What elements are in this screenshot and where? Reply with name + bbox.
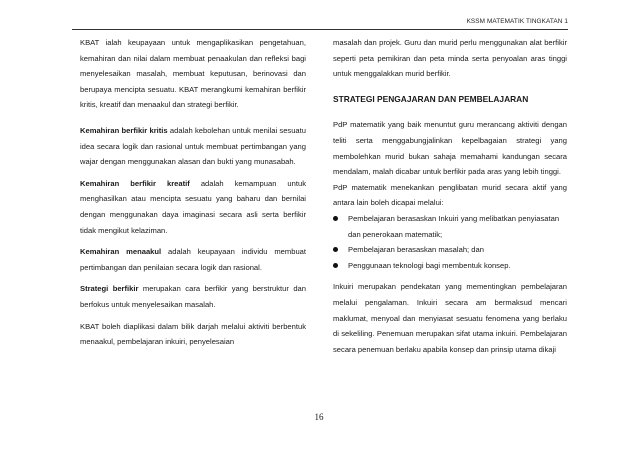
kbat-application-paragraph: KBAT boleh diaplikasi dalam bilik darjah melalui aktiviti berbentuk menaakul, pembelajaran inkuiri, penyelesaian [80,321,306,347]
strategi-paragraph [80,281,306,312]
kritis-text: adalah kebolehan untuk menilai sesuatu idea secara logik dan rasional untuk membuat pertimbangan yang wajar dengan menggunakan alasan dan bukti yang munasabah. [80,125,306,167]
page-number: 16 [314,412,324,422]
menaakul-term: Kemahiran menaakul [80,247,162,257]
menaakul-text: adalah keupayaan individu membuat pertimbangan dan penilaian secara logik dan rasional. [80,247,306,272]
right-column [333,35,567,357]
header-rule [72,29,568,30]
kreatif-paragraph [80,176,306,238]
bullet-icon [333,247,338,252]
inkuiri-paragraph: Inkuiri merupakan pendekatan yang mementingkan pembelajaran melalui pengalaman. Inkuiri secara am bermaksud mencari maklumat, menyoal dan menyiasat sesuatu fenomena yang berlaku di sekeliling. Penemuan merupakan sifat utama inkuiri. Pembelajaran secara penemuan berlaku apabila konsep dan prinsip utama dikaji [333,282,567,354]
bullet-icon [333,263,338,268]
strategi-term: Strategi berfikir [80,284,139,294]
pdp-paragraph-2: PdP matematik menekankan penglibatan murid secara aktif yang antara lain boleh dicapai melalui: [333,182,567,208]
strategi-text: merupakan cara berfikir yang berstruktur dan berfokus untuk menyelesaikan masalah. [80,284,306,309]
kreatif-term: Kemahiran berfikir kreatif [80,178,190,188]
running-header: KSSM MATEMATIK TINGKATAN 1 [466,18,568,25]
list-item: Pembelajaran berasaskan masalah; dan [333,242,567,258]
list-item: Pembelajaran berasaskan Inkuiri yang melibatkan penyiasatan dan penerokaan matematik; [333,211,567,242]
kreatif-text: adalah kemampuan untuk menghasilkan atau mencipta sesuatu yang baharu dan bernilai dengan menggunakan daya imaginasi secara asli serta berfikir tidak mengikut kelaziman. [80,178,307,235]
menaakul-paragraph [80,244,306,275]
list-item: Penggunaan teknologi bagi membentuk konsep. [333,258,567,274]
kbat-intro-paragraph: KBAT ialah keupayaan untuk mengaplikasikan pengetahuan, kemahiran dan nilai dalam membuat penaakulan dan refleksi bagi menyelesaikan masalah, membuat keputusan, berinovasi dan berupaya mencipta sesuatu. KBAT merangkumi kemahiran berfikir kritis, kreatif dan menaakul dan strategi berfikir. [80,38,306,110]
pdp-bullet-list [333,211,567,273]
continuation-paragraph: masalah dan projek. Guru dan murid perlu menggunakan alat berfikir seperti peta pemikiran dan peta minda serta penyoalan aras tinggi untuk menggalakkan murid berfikir. [333,38,567,79]
bullet-icon [333,216,338,221]
pdp-paragraph-1: PdP matematik yang baik menuntut guru merancang aktiviti dengan teliti serta menggabungjalinkan kepelbagaian strategi yang membolehkan murid bukan sahaja memahami kandungan secara mendalam, malah dicabar untuk berfikir pada aras yang lebih tinggi. [333,120,567,177]
kritis-term: Kemahiran berfikir kritis [80,125,168,135]
section-heading: STRATEGI PENGAJARAN DAN PEMBELAJARAN [333,93,529,104]
left-column [80,35,306,350]
kritis-paragraph [80,123,306,170]
